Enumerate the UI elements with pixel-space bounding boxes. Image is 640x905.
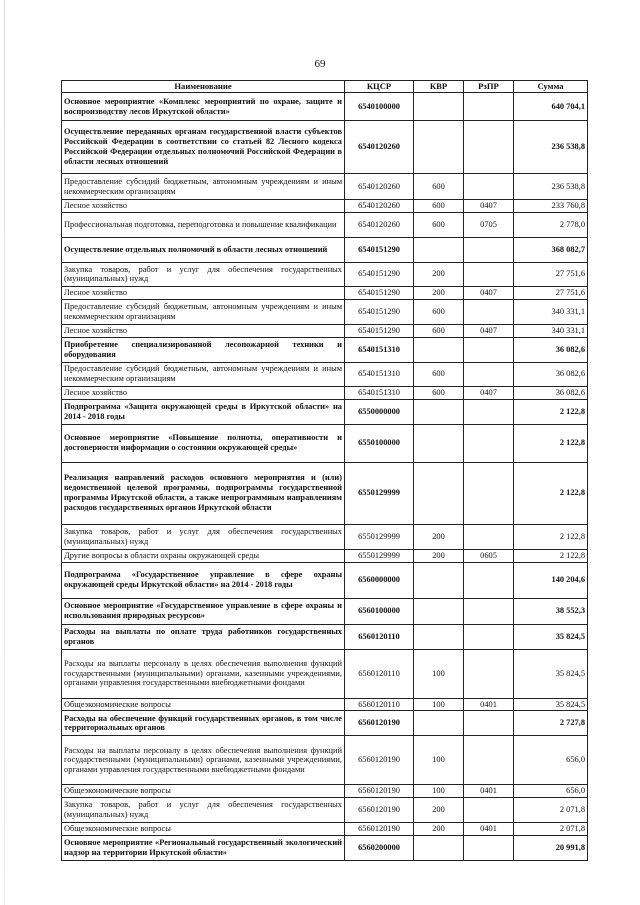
cell-rzpr	[464, 836, 514, 861]
table-row	[62, 785, 588, 798]
table-row	[62, 649, 588, 698]
cell-kcsr: 6560120190	[345, 736, 414, 785]
cell-kvr	[414, 562, 464, 598]
cell-kcsr: 6560120110	[345, 624, 414, 649]
cell-sum: 140 204,6	[514, 562, 588, 598]
cell-kvr: 600	[414, 212, 464, 237]
cell-kcsr: 6550000000	[345, 399, 414, 424]
cell-sum: 2 727,8	[514, 711, 588, 736]
cell-name: Лесное хозяйство	[62, 200, 345, 213]
cell-rzpr	[464, 462, 514, 524]
cell-sum: 2 122,8	[514, 424, 588, 462]
cell-name: Осуществление переданных органам государственной власти субъектов Российской Федерации в соответствии со статьей 82 Лесного кодекса Российской Федерации отдельных полномочий Российской Федерации в области лесных отношений	[62, 121, 345, 174]
cell-kcsr: 6560100000	[345, 598, 414, 624]
cell-sum: 340 331,1	[514, 324, 588, 337]
cell-kcsr: 6540151290	[345, 237, 414, 262]
cell-rzpr	[464, 524, 514, 549]
table-row	[62, 836, 588, 861]
table-row	[62, 174, 588, 200]
cell-rzpr	[464, 337, 514, 362]
cell-name: Подпрограмма «Государственное управление в сфере охраны окружающей среды Иркутской области» на 2014 - 2018 годы	[62, 562, 345, 598]
cell-sum: 2 122,8	[514, 549, 588, 562]
cell-name: Основное мероприятие «Региональный государственный экологический надзор на территории Иркутской области»	[62, 836, 345, 861]
cell-kcsr: 6540120260	[345, 200, 414, 213]
cell-rzpr: 0407	[464, 324, 514, 337]
cell-kvr: 600	[414, 174, 464, 200]
cell-sum: 233 760,8	[514, 200, 588, 213]
cell-kvr	[414, 93, 464, 121]
cell-sum: 20 991,8	[514, 836, 588, 861]
cell-rzpr	[464, 299, 514, 324]
cell-rzpr	[464, 798, 514, 823]
cell-kvr: 100	[414, 736, 464, 785]
cell-rzpr	[464, 736, 514, 785]
cell-rzpr	[464, 399, 514, 424]
table-row	[62, 524, 588, 549]
cell-kcsr: 6550100000	[345, 424, 414, 462]
table-row	[62, 698, 588, 711]
table-row	[62, 736, 588, 785]
cell-name: Приобретение специализированной лесопожарной техники и оборудования	[62, 337, 345, 362]
cell-kvr: 600	[414, 200, 464, 213]
scan-margin-line	[4, 0, 5, 905]
cell-kcsr: 6560200000	[345, 836, 414, 861]
cell-rzpr	[464, 562, 514, 598]
cell-kvr	[414, 121, 464, 174]
cell-kvr	[414, 711, 464, 736]
cell-kvr: 200	[414, 823, 464, 836]
cell-name: Основное мероприятие «Повышение полноты, оперативности и достоверности информации о состоянии окружающей среды»	[62, 424, 345, 462]
cell-sum: 35 824,5	[514, 649, 588, 698]
cell-kcsr: 6540120260	[345, 212, 414, 237]
cell-kcsr: 6540120260	[345, 121, 414, 174]
cell-kcsr: 6540151310	[345, 386, 414, 399]
cell-kvr: 200	[414, 524, 464, 549]
cell-kcsr: 6550129999	[345, 549, 414, 562]
cell-kvr	[414, 237, 464, 262]
cell-rzpr: 0401	[464, 823, 514, 836]
cell-sum: 236 538,8	[514, 121, 588, 174]
cell-kcsr: 6560120110	[345, 649, 414, 698]
cell-rzpr	[464, 598, 514, 624]
cell-name: Предоставление субсидий бюджетным, автономным учреждениям и иным некоммерческим организациям	[62, 362, 345, 386]
cell-rzpr: 0605	[464, 549, 514, 562]
cell-kvr: 200	[414, 286, 464, 299]
table-row	[62, 262, 588, 286]
table-row	[62, 424, 588, 462]
cell-sum: 656,0	[514, 785, 588, 798]
cell-kcsr: 6540151290	[345, 286, 414, 299]
cell-name: Закупка товаров, работ и услуг для обеспечения государственных (муниципальных) нужд	[62, 798, 345, 823]
cell-sum: 340 331,1	[514, 299, 588, 324]
cell-sum: 36 082,6	[514, 337, 588, 362]
cell-kcsr: 6560120190	[345, 798, 414, 823]
cell-name: Предоставление субсидий бюджетным, автономным учреждениям и иным некоммерческим организациям	[62, 299, 345, 324]
cell-kcsr: 6540151310	[345, 337, 414, 362]
cell-name: Основное мероприятие «Государственное управление в сфере охраны и использования природных ресурсов»	[62, 598, 345, 624]
cell-rzpr	[464, 424, 514, 462]
table-row	[62, 286, 588, 299]
cell-name: Расходы на выплаты персоналу в целях обеспечения выполнения функций государственными (муниципальными) органами, казенными учреждениями, органами управления государственными внебюджетными фондами	[62, 736, 345, 785]
table-row	[62, 798, 588, 823]
table-row	[62, 462, 588, 524]
column-header-rzpr: РзПР	[464, 81, 514, 93]
cell-kcsr: 6540151310	[345, 362, 414, 386]
cell-kvr: 600	[414, 299, 464, 324]
table-row	[62, 93, 588, 121]
cell-rzpr	[464, 237, 514, 262]
table-row	[62, 212, 588, 237]
cell-kcsr: 6540120260	[345, 174, 414, 200]
cell-name: Осуществление отдельных полномочий в области лесных отношений	[62, 237, 345, 262]
cell-name: Закупка товаров, работ и услуг для обеспечения государственных (муниципальных) нужд	[62, 524, 345, 549]
cell-kvr: 600	[414, 386, 464, 399]
cell-rzpr	[464, 711, 514, 736]
cell-name: Расходы на выплаты по оплате труда работников государственных органов	[62, 624, 345, 649]
cell-name: Общеэкономические вопросы	[62, 698, 345, 711]
table-row	[62, 624, 588, 649]
cell-name: Общеэкономические вопросы	[62, 785, 345, 798]
column-header-sum: Сумма	[514, 81, 588, 93]
cell-kcsr: 6560000000	[345, 562, 414, 598]
table-row	[62, 299, 588, 324]
table-row	[62, 386, 588, 399]
cell-rzpr	[464, 174, 514, 200]
cell-kvr: 200	[414, 798, 464, 823]
table-row	[62, 823, 588, 836]
cell-rzpr: 0705	[464, 212, 514, 237]
page-number: 69	[314, 58, 326, 70]
table-row	[62, 549, 588, 562]
cell-kvr	[414, 598, 464, 624]
table-row	[62, 598, 588, 624]
cell-sum: 27 751,6	[514, 262, 588, 286]
cell-sum: 36 082,6	[514, 386, 588, 399]
cell-kcsr: 6550129999	[345, 462, 414, 524]
table-row	[62, 711, 588, 736]
cell-rzpr	[464, 624, 514, 649]
cell-kcsr: 6560120190	[345, 823, 414, 836]
cell-name: Другие вопросы в области охраны окружающей среды	[62, 549, 345, 562]
cell-kvr: 100	[414, 698, 464, 711]
table-row	[62, 562, 588, 598]
cell-kcsr: 6560120110	[345, 698, 414, 711]
cell-name: Лесное хозяйство	[62, 386, 345, 399]
table-row	[62, 200, 588, 213]
cell-sum: 35 824,5	[514, 698, 588, 711]
cell-sum: 2 122,8	[514, 399, 588, 424]
cell-name: Общеэкономические вопросы	[62, 823, 345, 836]
cell-sum: 2 778,0	[514, 212, 588, 237]
cell-kcsr: 6540151290	[345, 324, 414, 337]
cell-name: Лесное хозяйство	[62, 286, 345, 299]
cell-kcsr: 6540100000	[345, 93, 414, 121]
cell-rzpr	[464, 362, 514, 386]
cell-sum: 35 824,5	[514, 624, 588, 649]
cell-kvr: 600	[414, 324, 464, 337]
cell-kvr	[414, 462, 464, 524]
cell-sum: 656,0	[514, 736, 588, 785]
cell-name: Лесное хозяйство	[62, 324, 345, 337]
cell-name: Основное мероприятие «Комплекс мероприятий по охране, защите и воспроизводству лесов Иркутской области»	[62, 93, 345, 121]
cell-kvr: 600	[414, 362, 464, 386]
cell-rzpr: 0407	[464, 200, 514, 213]
cell-rzpr	[464, 93, 514, 121]
cell-kvr: 200	[414, 262, 464, 286]
cell-name: Расходы на обеспечение функций государственных органов, в том числе территориальных органов	[62, 711, 345, 736]
cell-name: Реализация направлений расходов основного мероприятия и (или) ведомственной целевой программы, подпрограммы государственной программы Иркутской области, а также непрограммным направлениям расходов государственных органов Иркутской области	[62, 462, 345, 524]
cell-sum: 236 538,8	[514, 174, 588, 200]
table-row	[62, 399, 588, 424]
column-header-name: Наименование	[62, 81, 345, 93]
cell-kvr	[414, 836, 464, 861]
cell-name: Расходы на выплаты персоналу в целях обеспечения выполнения функций государственными (муниципальными) органами, казенными учреждениями, органами управления государственными внебюджетными фондами	[62, 649, 345, 698]
cell-sum: 640 704,1	[514, 93, 588, 121]
table-body	[62, 93, 588, 861]
cell-sum: 2 071,8	[514, 823, 588, 836]
cell-name: Закупка товаров, работ и услуг для обеспечения государственных (муниципальных) нужд	[62, 262, 345, 286]
cell-sum: 2 071,8	[514, 798, 588, 823]
column-header-kvr: КВР	[414, 81, 464, 93]
table-row	[62, 324, 588, 337]
cell-kcsr: 6560120190	[345, 785, 414, 798]
cell-rzpr: 0407	[464, 386, 514, 399]
cell-kcsr: 6540151290	[345, 262, 414, 286]
table-row	[62, 237, 588, 262]
cell-name: Подпрограмма «Защита окружающей среды в Иркутской области» на 2014 - 2018 годы	[62, 399, 345, 424]
cell-kvr	[414, 424, 464, 462]
cell-rzpr	[464, 121, 514, 174]
cell-kvr	[414, 399, 464, 424]
cell-rzpr	[464, 649, 514, 698]
cell-rzpr: 0407	[464, 286, 514, 299]
cell-kvr: 200	[414, 549, 464, 562]
cell-sum: 2 122,8	[514, 462, 588, 524]
cell-kvr: 100	[414, 649, 464, 698]
cell-kcsr: 6560120190	[345, 711, 414, 736]
cell-name: Профессиональная подготовка, переподготовка и повышение квалификации	[62, 212, 345, 237]
cell-kvr	[414, 624, 464, 649]
table-row	[62, 337, 588, 362]
cell-sum: 36 082,6	[514, 362, 588, 386]
cell-kvr	[414, 337, 464, 362]
cell-rzpr: 0401	[464, 698, 514, 711]
cell-kvr: 100	[414, 785, 464, 798]
cell-sum: 368 082,7	[514, 237, 588, 262]
cell-rzpr	[464, 262, 514, 286]
cell-sum: 38 552,3	[514, 598, 588, 624]
table-row	[62, 121, 588, 174]
cell-kcsr: 6550129999	[345, 524, 414, 549]
cell-kcsr: 6540151290	[345, 299, 414, 324]
table-header-row	[62, 81, 588, 93]
cell-sum: 2 122,8	[514, 524, 588, 549]
cell-name: Предоставление субсидий бюджетным, автономным учреждениям и иным некоммерческим организациям	[62, 174, 345, 200]
column-header-kcsr: КЦСР	[345, 81, 414, 93]
table-row	[62, 362, 588, 386]
cell-sum: 27 751,6	[514, 286, 588, 299]
budget-table	[61, 80, 588, 861]
cell-rzpr: 0401	[464, 785, 514, 798]
